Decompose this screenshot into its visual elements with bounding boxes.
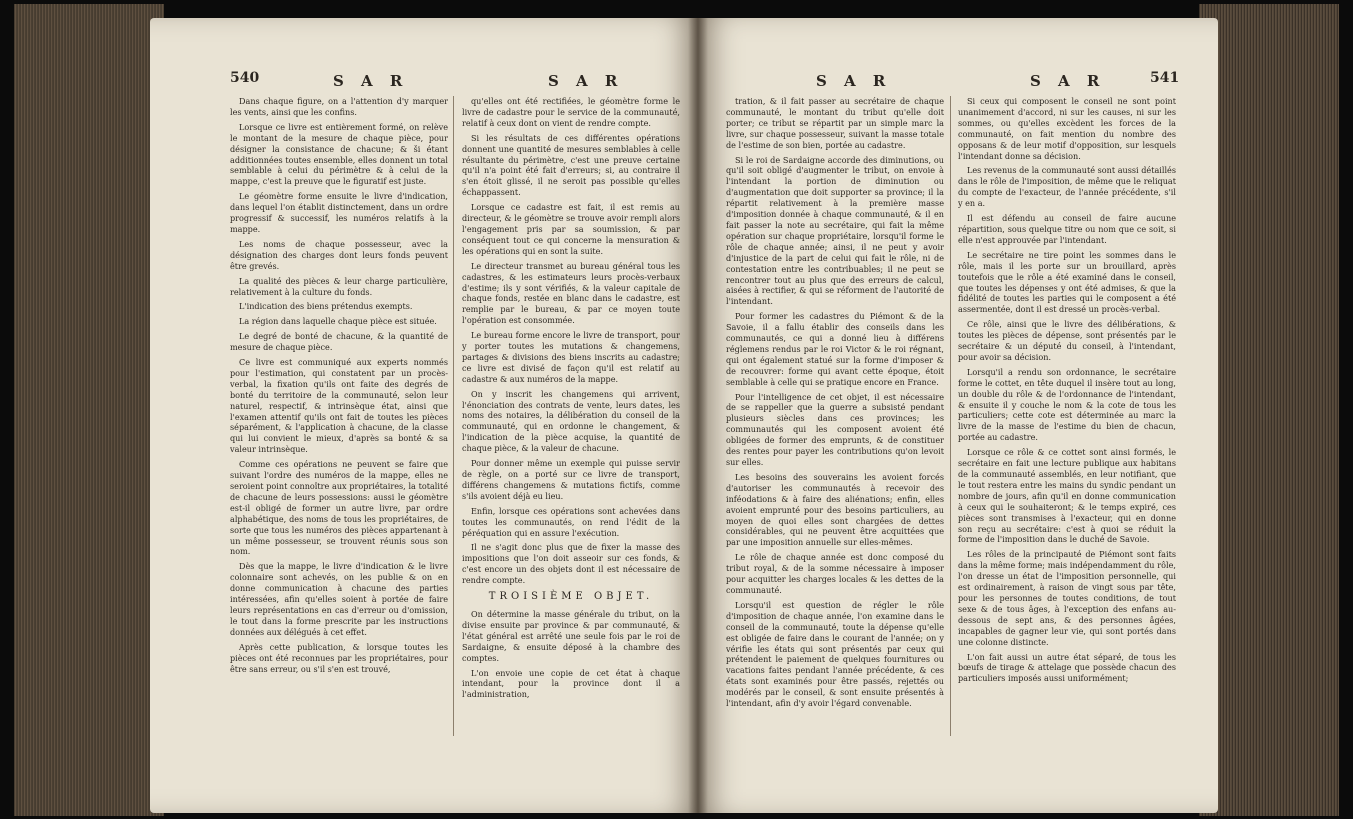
paragraph: L'on envoie une copie de cet état à chaque intendant, pour la province dont il a l'administration, <box>462 667 680 700</box>
section-title: TROISIÈME OBJET. <box>488 591 654 603</box>
paragraph: Pour l'intelligence de cet objet, il est nécessaire de se rappeller que la guerre a subsisté pendant plusieurs siècles dans ces provinces; les communautés qui les composent avoient été obligées de former des emprunts, & de constituer des rentes pour payer les contributions qu'on levoit sur elles. <box>726 391 944 467</box>
paragraph: Il est défendu au conseil de faire aucune répartition, sous quelque titre ou nom que ce soit, si elle n'est approuvée par l'intendant. <box>958 213 1176 245</box>
paragraph: Le directeur transmet au bureau général tous les cadastres, & les estimateurs leurs procès-verbaux d'estime; ils y sont vérifiés, & la valeur capitale de chaque fonds, restée en blanc dans le cadastre, est remplie par le bureau, & par ce moyen toute l'opération est consommée. <box>462 260 680 326</box>
paragraph: La région dans laquelle chaque pièce est située. <box>239 316 437 327</box>
paragraph: qu'elles ont été rectifiées, le géomètre forme le livre de cadastre pour le service de la communauté, relatif à ceux dont on vient de rendre compte. <box>462 96 680 128</box>
left-fore-edge <box>14 4 164 816</box>
paragraph: Les rôles de la principauté de Piémont sont faits dans la même forme; mais indépendamment du rôle, l'on dresse un état de l'imposition personnelle, qui est ordinairement, à raison de vingt sous par tête, pour les personnes de toutes conditions, de tout sexe & de tous âges, à l'exception des enfans au-dessous de sept ans, & des personnes âgées, incapables de gagner leur vie, qui sont portés dans une colonne distincte. <box>958 549 1176 647</box>
paragraph: Ce rôle, ainsi que le livre des délibérations, & toutes les pièces de dépense, sont présentés par le secrétaire & un député du conseil, à l'intendant, pour avoir sa décision. <box>958 319 1176 362</box>
right-page <box>698 18 1218 813</box>
book-gutter <box>688 18 708 813</box>
paragraph: tration, & il fait passer au secrétaire de chaque communauté, le montant du tribut qu'elle doit porter; ce tribut se répartit par un simple marc la livre, sur chaque possesseur, suivant la masse totale de l'estime de son bien, portée au cadastre. <box>726 96 944 150</box>
paragraph: Le rôle de chaque année est donc composé du tribut royal, & de la somme nécessaire à imposer pour acquitter les charges locales & les dettes de la communauté. <box>726 552 944 595</box>
running-head: S A R <box>548 72 624 90</box>
right-fore-edge <box>1199 4 1339 816</box>
paragraph: Dans chaque figure, on a l'attention d'y marquer les vents, ainsi que les confins. <box>230 96 448 117</box>
paragraph: Les revenus de la communauté sont aussi détaillés dans le rôle de l'imposition, de même que le reliquat du compte de l'exacteur, de l'année précédente, s'il y en a. <box>958 165 1176 209</box>
running-head: S A R <box>333 72 409 90</box>
page-number: 541 <box>1150 70 1180 86</box>
paragraph: Les noms de chaque possesseur, avec la désignation des charges dont leurs fonds peuvent être grevés. <box>230 238 448 271</box>
paragraph: Si ceux qui composent le conseil ne sont point unanimement d'accord, ni sur les causes, ni sur les sommes, ou qu'elles excèdent les forces de la communauté, on fait mention du nombre des opposans & de leur motif d'opposition, sur lesquels l'intendant donne sa décision. <box>958 96 1176 161</box>
text-column-2 <box>462 96 680 704</box>
paragraph: On détermine la masse générale du tribut, on la divise ensuite par province & par communauté, & l'état général est arrêté une seule fois par le roi de Sardaigne, & ensuite déposé à la chambre des comptes. <box>462 608 680 663</box>
text-column-2 <box>958 96 1176 688</box>
paragraph: Il ne s'agit donc plus que de fixer la masse des impositions que l'on doit asseoir sur ces fonds, & c'est encore un des objets dont il est nécessaire de rendre compte. <box>462 542 680 586</box>
running-head: S A R <box>816 72 892 90</box>
paragraph: Lorsque ce cadastre est fait, il est remis au directeur, & le géomètre se trouve avoir rempli alors l'engagement pris par sa soumission, & par conséquent tout ce qui concerne la mensuration & les opérations qui en sont la suite. <box>462 202 680 256</box>
paragraph: Si les résultats de ces différentes opérations donnent une quantité de mesures semblables à celle résultante du périmètre, c'est une preuve certaine qu'il n'a point été fait d'erreurs; si, au contraire il s'en étoit glissé, il ne seroit pas possible qu'elles échappassent. <box>462 132 680 198</box>
column-rule <box>950 96 951 736</box>
paragraph: Les besoins des souverains les avoient forcés d'autoriser les communautés à recevoir des inféodations & à faire des aliénations; enfin, elles avoient emprunté pour des besoins particuliers, au moyen de quoi elles sont chargées de dettes considérables, qui ne peuvent être acquittées que par une imposition annuelle sur elles-mêmes. <box>726 471 944 548</box>
text-column-1 <box>726 96 944 713</box>
paragraph: La qualité des pièces & leur charge particulière, relativement à la culture du fonds. <box>230 275 448 297</box>
paragraph: Le degré de bonté de chacune, & la quantité de mesure de chaque pièce. <box>230 331 448 353</box>
paragraph: Si le roi de Sardaigne accorde des diminutions, ou qu'il soit obligé d'augmenter le tribut, on envoie à l'intendant la portion de diminution ou d'augmentation que doit supporter sa province; il la répartit relativement à la première masse d'imposition donnée à chaque communauté, & il en fait passer la note au secrétaire, qui fait la même opération sur chaque propriétaire, lorsqu'il forme le rôle de chaque année; ainsi, il ne peut y avoir d'injustice de la part de celui qui fait le rôle, ni de contestation entre les contribuables; il ne peut se rencontrer tout au plus que des erreurs de calcul, aisées à rectifier, & qui se réforment de l'autorité de l'intendant. <box>726 154 944 307</box>
paragraph: Lorsque ce livre est entièrement formé, on relève le montant de la mesure de chaque pièce, pour désigner la consistance de chacune; & ši étant additionnées toutes ensemble, elles donnent un total semblable à celui du périmètre & à celui de la mappe, c'est la preuve que le figuratif est juste. <box>230 121 448 187</box>
paragraph: L'on fait aussi un autre état séparé, de tous les bœufs de tirage & attelage que possède chacun des particuliers imposés aussi uniformément; <box>958 651 1176 684</box>
paragraph: Lorsque ce rôle & ce cottet sont ainsi formés, le secrétaire en fait une lecture publique aux habitans de la communauté assemblés, en leur notifiant, que le tout restera entre les mains du syndic pendant un nombre de jours, afin qu'il en donne communication à ceux qui le souhaiteront; & le temps expiré, ces pièces sont transmises à l'exacteur, qui en donne son reçu au secrétaire: c'est à quoi se réduit la forme de l'imposition dans le duché de Savoie. <box>958 447 1176 545</box>
paragraph: Le géomètre forme ensuite le livre d'indication, dans lequel l'on établit distinctement, dans un ordre progressif & successif, les numéros relatifs à la mappe. <box>230 191 448 234</box>
paragraph: Le bureau forme encore le livre de transport, pour y porter toutes les mutations & changemens, partages & divisions des biens inscrits au cadastre; ce livre est divisé de façon qu'il est relatif au cadastre & aux numéros de la mappe. <box>462 330 680 384</box>
left-page <box>150 18 698 813</box>
paragraph: Ce livre est communiqué aux experts nommés pour l'estimation, qui constatent par un procès-verbal, la fixation qu'ils ont faite des degrés de bonté du territoire de la communauté, selon leur naturel, respectif, & intrinsèque état, ainsi que l'examen attentif qu'ils ont fait de toutes les pièces séparément, & l'application à chacune, de la classe qui lui convient le mieux, d'après sa bonté & sa valeur intrinsèque. <box>230 357 448 455</box>
paragraph: Après cette publication, & lorsque toutes les pièces ont été reconnues par les propriétaires, pour être sans erreur, ou s'il s'en est trouvé, <box>230 641 448 674</box>
text-column-1 <box>230 96 448 678</box>
page-number: 540 <box>230 70 260 86</box>
running-head: S A R <box>1030 72 1106 90</box>
paragraph: L'indication des biens prétendus exempts. <box>239 301 413 312</box>
paragraph: Dès que la mappe, le livre d'indication & le livre colonnaire sont achevés, on les publie & on en donne communication à chacune des parties intéressées, afin qu'elles soient à portée de faire leurs représentations en cas d'erreur ou d'omission, le tout dans la forme prescrite par les instructions données aux délégués à cet effet. <box>230 561 448 637</box>
paragraph: Lorsqu'il est question de régler le rôle d'imposition de chaque année, l'on examine dans le conseil de la communauté, toute la dépense qu'elle est obligée de faire dans le courant de l'année; on y vérifie les états qui sont présentés par ceux qui prétendent le paiement de quelques fournitures ou vacations faites pendant l'année précédente, & ces états sont examinés pour être passés, rejettés ou modérés par le conseil, & sont ensuite présentés à l'intendant, afin d'y avoir l'égard convenable. <box>726 599 944 709</box>
column-rule <box>453 96 454 736</box>
paragraph: Enfin, lorsque ces opérations sont achevées dans toutes les communautés, on rend l'édit de la péréquation qui en assure l'exécution. <box>462 505 680 538</box>
paragraph: Lorsqu'il a rendu son ordonnance, le secrétaire forme le cottet, en tête duquel il insère tout au long, un double du rôle & de l'ordonnance de l'intendant, & ensuite il y couche le nom & la cote de tous les particuliers; cette cote est déterminée au marc la livre de la masse de l'estime du bien de chacun, portée au cadastre. <box>958 366 1176 443</box>
paragraph: On y inscrit les changemens qui arrivent, l'énonciation des contrats de vente, leurs dates, les noms des notaires, la délibération du conseil de la communauté, qui en ordonne le changement, & l'indication de la pièce acquise, la quantité de chaque pièce, & la valeur de chacune. <box>462 388 680 454</box>
paragraph: Pour donner même un exemple qui puisse servir de règle, on a porté sur ce livre de transport, différens changemens & mutations fictifs, comme s'ils avoient déjà eu lieu. <box>462 458 680 501</box>
paragraph: Le secrétaire ne tire point les sommes dans le rôle, mais il les porte sur un brouillard, après toutefois que le rôle a été examiné dans le conseil, que toutes les dépenses y ont été admises, & que la fidélité de toutes les parties qui le composent a été assermentée, dont il est dressé un procès-verbal. <box>958 249 1176 315</box>
paragraph: Pour former les cadastres du Piémont & de la Savoie, il a fallu établir des conseils dans les communautés, ce qui a donné lieu à différens réglemens rendus par le roi Victor & le roi régnant, qui ont également statué sur la forme d'imposer & de recouvrer: forme qui avant cette époque, étoit semblable à celle qui se pratique encore en France. <box>726 311 944 387</box>
paragraph: Comme ces opérations ne peuvent se faire que suivant l'ordre des numéros de la mappe, elles ne seroient point connoître aux propriétaires, la totalité de chacune de leurs possessions: aussi le géomètre est-il obligé de former un autre livre, par ordre alphabétique, des noms de tous les propriétaires, de sorte que tous les numéros des pièces appartenant à un même possesseur, se trouvent réunis sous son nom. <box>230 459 448 557</box>
